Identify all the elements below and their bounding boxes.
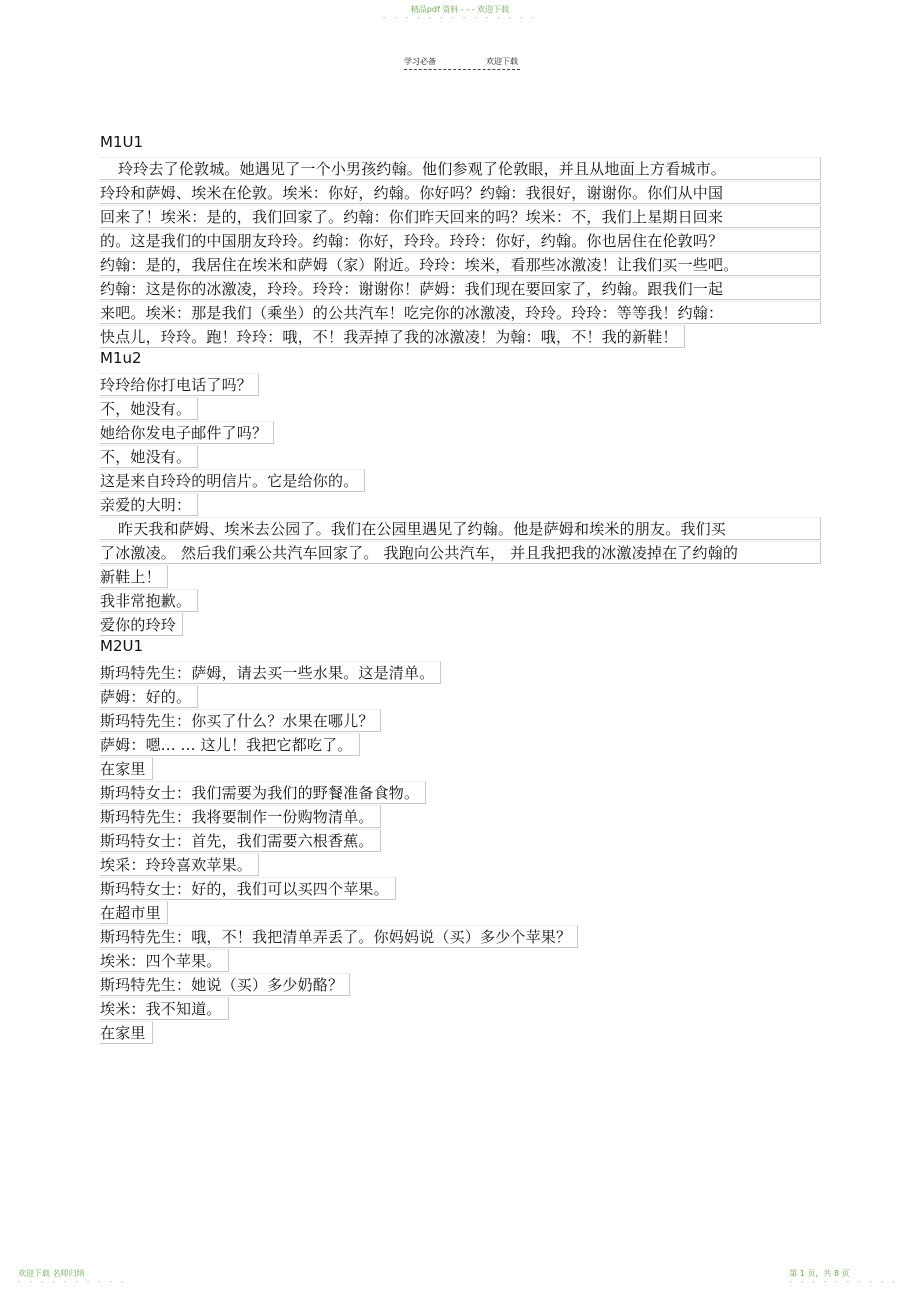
text-line: 埃米：四个苹果。 xyxy=(100,949,229,972)
text-line: 不，她没有。 xyxy=(100,397,198,420)
text-line: 斯玛特先生：她说（买）多少奶酪？ xyxy=(100,973,350,996)
text-line: 来吧。埃米：那是我们（乘坐）的公共汽车！吃完你的冰激凌，玲玲。玲玲：等等我！约翰： xyxy=(100,301,821,324)
text-line: 亲爱的大明： xyxy=(100,493,198,516)
text-line: 约翰：是的，我居住在埃米和萨姆（家）附近。玲玲：埃米，看那些冰激凌！让我们买一些吧。 xyxy=(100,253,821,276)
header-left: 学习必备 xyxy=(404,57,436,66)
text-line: 玲玲去了伦敦城。她遇见了一个小男孩约翰。他们参观了伦敦眼，并且从地面上方看城市。 xyxy=(100,157,821,180)
text-line: 斯玛特女士：我们需要为我们的野餐准备食物。 xyxy=(100,781,426,804)
text-line: 新鞋上！ xyxy=(100,565,168,588)
text-line: 玲玲和萨姆、埃米在伦敦。埃米：你好，约翰。你好吗？约翰：我很好，谢谢你。你们从中国 xyxy=(100,181,821,204)
page-header xyxy=(404,56,520,70)
section-title: M1U1 xyxy=(100,133,144,151)
footer-left-dots: - - - - - - - - - - xyxy=(18,1277,127,1286)
text-line: 埃米：我不知道。 xyxy=(100,997,229,1020)
header-right: 欢迎下载 xyxy=(486,57,518,66)
text-line: 斯玛特女士：首先，我们需要六根香蕉。 xyxy=(100,829,381,852)
text-line: 回来了！埃米：是的，我们回家了。约翰：你们昨天回来的吗？埃米：不，我们上星期日回来 xyxy=(100,205,821,228)
watermark-dots: - - - - - - - - - - - - - - xyxy=(382,13,538,22)
text-line: 斯玛特先生：萨姆，请去买一些水果。这是清单。 xyxy=(100,661,441,684)
text-line: 约翰：这是你的冰激凌，玲玲。玲玲：谢谢你！萨姆：我们现在要回家了，约翰。跟我们一起 xyxy=(100,277,821,300)
watermark-text: 精品pdf 资料 - - - 欢迎下载 xyxy=(410,5,510,14)
text-line: 我非常抱歉。 xyxy=(100,589,198,612)
text-line: 昨天我和萨姆、埃米去公园了。我们在公园里遇见了约翰。他是萨姆和埃米的朋友。我们买 xyxy=(100,517,821,540)
text-line: 玲玲给你打电话了吗？ xyxy=(100,373,259,396)
text-line: 在超市里 xyxy=(100,901,168,924)
text-line: 她给你发电子邮件了吗？ xyxy=(100,421,274,444)
text-line: 斯玛特女士：好的，我们可以买四个苹果。 xyxy=(100,877,396,900)
footer-left-text: 欢迎下载 名师归纳 xyxy=(18,1269,85,1278)
text-line: 萨姆：好的。 xyxy=(100,685,198,708)
document-body xyxy=(100,131,830,1043)
text-line: 爱你的玲玲 xyxy=(100,613,183,636)
text-line: 在家里 xyxy=(100,1021,153,1044)
text-line: 斯玛特先生：哦，不！我把清单弄丢了。你妈妈说（买）多少个苹果？ xyxy=(100,925,578,948)
text-line: 埃采：玲玲喜欢苹果。 xyxy=(100,853,259,876)
footer-right-dots: - - - - - - - - - - xyxy=(789,1277,898,1286)
section-title: M2U1 xyxy=(100,637,144,655)
watermark-top xyxy=(0,4,920,21)
text-line: 快点儿，玲玲。跑！玲玲：哦，不！我弄掉了我的冰激凌！为翰：哦，不！我的新鞋！ xyxy=(100,325,685,348)
text-line: 这是来自玲玲的明信片。它是给你的。 xyxy=(100,469,365,492)
text-line: 萨姆：嗯... ... 这儿！我把它都吃了。 xyxy=(100,733,360,756)
text-line: 在家里 xyxy=(100,757,153,780)
footer-left xyxy=(18,1268,127,1285)
text-line: 不，她没有。 xyxy=(100,445,198,468)
text-line: 斯玛特先生：我将要制作一份购物清单。 xyxy=(100,805,381,828)
text-line: 了冰激凌。 然后我们乘公共汽车回家了。 我跑向公共汽车， 并且我把我的冰激凌掉在了约翰的 xyxy=(100,541,821,564)
footer-right xyxy=(789,1268,898,1285)
text-line: 的。这是我们的中国朋友玲玲。约翰：你好，玲玲。玲玲：你好，约翰。你也居住在伦敦吗？ xyxy=(100,229,821,252)
page-number: 第 1 页，共 8 页 xyxy=(789,1269,850,1278)
section-title: M1u2 xyxy=(100,349,142,367)
text-line: 斯玛特先生：你买了什么？水果在哪儿？ xyxy=(100,709,381,732)
